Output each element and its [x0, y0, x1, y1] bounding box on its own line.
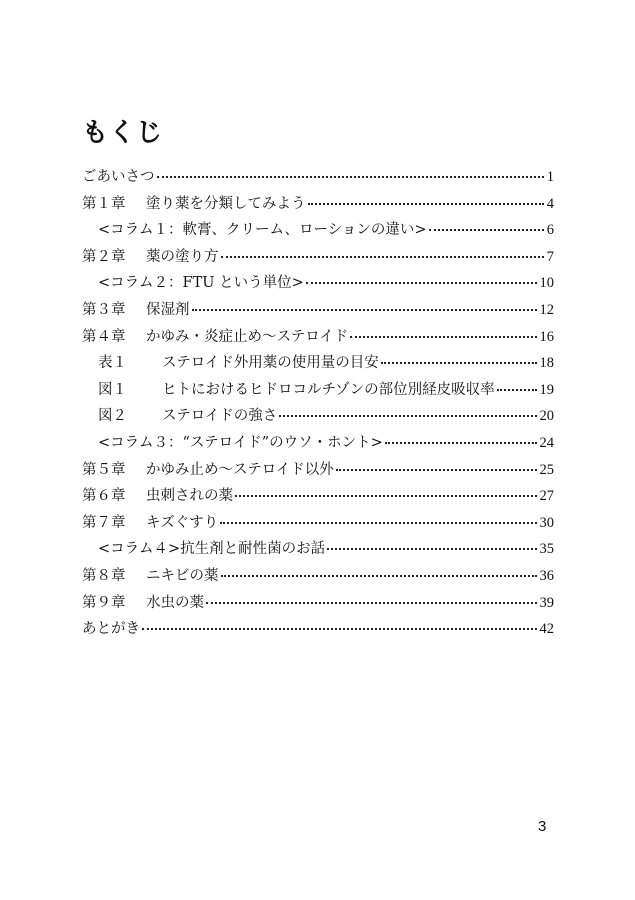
toc-entry-label [82, 298, 190, 319]
toc-entry-number: 第６章 [82, 488, 126, 505]
dot-leader [497, 389, 537, 391]
toc-entry-label [98, 378, 495, 399]
toc-entry-title: 水虫の薬 [146, 594, 204, 611]
toc-entry [82, 591, 554, 618]
toc-entry [82, 378, 554, 405]
toc-entry-page: 27 [539, 488, 554, 505]
toc-entry [82, 617, 554, 644]
toc-entry-title: キズぐすり [146, 514, 219, 531]
toc-entry-title: <コラム３：“ステロイド”のウソ・ホント> [98, 434, 383, 451]
toc-entry-page: 7 [546, 248, 554, 265]
dot-leader [429, 229, 544, 231]
toc-entry [82, 537, 554, 564]
toc-entry-label [82, 591, 204, 612]
dot-leader [327, 548, 536, 550]
toc-entry-title: ステロイド外用薬の使用量の目安 [162, 355, 379, 372]
toc-entry-title: 塗り薬を分類してみよう [146, 195, 306, 212]
toc-entry-page: 42 [539, 621, 554, 638]
toc-entry-page: 25 [539, 461, 554, 478]
toc-entry-number: 図２ [98, 408, 127, 425]
toc-entry [82, 484, 554, 511]
toc-entry-title: <コラム４>抗生剤と耐性菌のお話 [98, 541, 326, 558]
toc-entry [82, 245, 554, 272]
toc-entry-number: 第９章 [82, 594, 126, 611]
toc-entry-number: 第７章 [82, 514, 126, 531]
toc-entry-number: 第４章 [82, 328, 126, 345]
toc-entry-title: 薬の塗り方 [146, 248, 219, 265]
toc-entry [82, 325, 554, 352]
toc-entry [82, 165, 554, 192]
dot-leader [192, 309, 537, 311]
toc-entry [82, 351, 554, 378]
toc-entry-title: かゆみ・炎症止め～ステロイド [146, 328, 349, 345]
toc-entry-label [98, 351, 379, 372]
dot-leader [381, 362, 537, 364]
dot-leader [235, 495, 537, 497]
toc-entry-number: 第３章 [82, 301, 126, 318]
toc-entry-label [82, 564, 219, 585]
toc-entry-number: 第２章 [82, 248, 126, 265]
dot-leader [306, 282, 537, 284]
page-number: 3 [538, 818, 547, 835]
toc-entry-page: 35 [539, 541, 554, 558]
toc-entry-page: 20 [539, 408, 554, 425]
toc-entry-number: 第８章 [82, 567, 126, 584]
toc-entry [82, 458, 554, 485]
toc-entry-title: <コラム１：軟膏、クリーム、ローションの違い> [98, 222, 427, 239]
toc-entry-label [82, 458, 334, 479]
toc-entry-number: 表１ [98, 355, 127, 372]
toc-entry-label [82, 484, 233, 505]
toc-entry-page: 12 [539, 301, 554, 318]
toc-entry-page: 10 [539, 275, 554, 292]
toc-entry-label [98, 271, 304, 292]
toc-entry-number: 図１ [98, 381, 127, 398]
toc-entry [82, 192, 554, 219]
toc-entry-page: 18 [539, 355, 554, 372]
table-of-contents [82, 165, 554, 644]
toc-entry-title: 虫刺されの薬 [146, 488, 233, 505]
dot-leader [206, 602, 537, 604]
dot-leader [385, 442, 537, 444]
toc-entry [82, 218, 554, 245]
toc-entry-number: 第５章 [82, 461, 126, 478]
toc-entry-page: 24 [539, 434, 554, 451]
toc-entry-page: 1 [546, 169, 554, 185]
toc-entry-title: あとがき [82, 621, 140, 638]
toc-entry-label [82, 511, 218, 532]
toc-entry-title: 保湿剤 [146, 301, 190, 318]
toc-entry-title: ステロイドの強さ [162, 408, 278, 425]
toc-entry-label [82, 617, 140, 638]
toc-entry-number: 第１章 [82, 195, 126, 212]
toc-entry-label [82, 245, 219, 266]
toc-entry-title: ごあいさつ [82, 169, 155, 185]
toc-entry [82, 431, 554, 458]
toc-entry [82, 404, 554, 431]
dot-leader [279, 415, 536, 417]
dot-leader [220, 522, 536, 524]
toc-entry-label [98, 218, 427, 239]
toc-entry-label [82, 165, 155, 186]
toc-entry-page: 4 [546, 195, 554, 212]
toc-entry-page: 19 [539, 381, 554, 398]
toc-entry-label [82, 325, 348, 346]
toc-entry-title: ニキビの薬 [146, 567, 219, 584]
toc-entry-page: 36 [539, 567, 554, 584]
toc-entry-label [82, 192, 306, 213]
toc-entry [82, 271, 554, 298]
dot-leader [157, 176, 544, 178]
dot-leader [142, 628, 537, 630]
toc-entry [82, 298, 554, 325]
dot-leader [336, 469, 537, 471]
toc-entry [82, 511, 554, 538]
toc-entry-label [98, 537, 325, 558]
toc-entry-label [98, 404, 277, 425]
toc-entry-title: かゆみ止め～ステロイド以外 [146, 461, 334, 478]
toc-entry-page: 6 [546, 222, 554, 239]
toc-entry [82, 564, 554, 591]
toc-entry-page: 30 [539, 514, 554, 531]
dot-leader [350, 336, 536, 338]
toc-entry-title: ヒトにおけるヒドロコルチゾンの部位別経皮吸収率 [162, 381, 495, 398]
toc-entry-page: 39 [539, 594, 554, 611]
dot-leader [221, 575, 537, 577]
dot-leader [221, 256, 544, 258]
dot-leader [308, 203, 544, 205]
toc-entry-page: 16 [539, 328, 554, 345]
toc-entry-label [98, 431, 383, 452]
toc-entry-title: <コラム２：FTU という単位> [98, 275, 304, 292]
page-title: もくじ [82, 118, 164, 148]
